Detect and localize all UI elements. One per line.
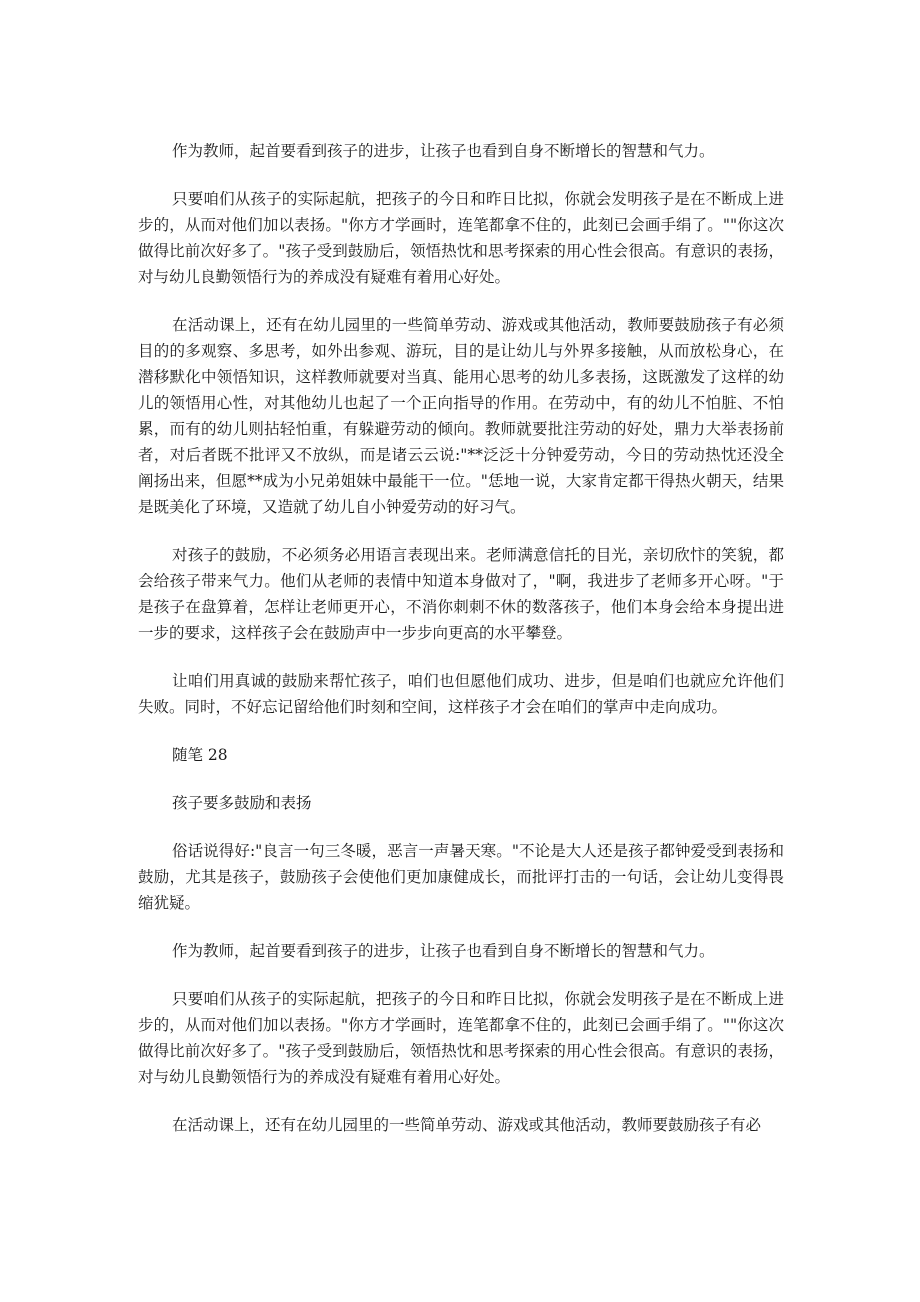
- paragraph: 作为教师，起首要看到孩子的进步，让孩子也看到自身不断增长的智慧和气力。: [172, 942, 715, 960]
- paragraph: 在活动课上，还有在幼儿园里的一些简单劳动、游戏或其他活动，教师要鼓励孩子有必须目的的多观察、多思考，如外出参观、游玩，目的是让幼儿与外界多接触，从而放松身心，在潜移默化中领悟知识，这样教师就要对当真、能用心思考的幼儿多表扬，这既激发了这样的幼儿的领悟用心性，对其他幼儿也起了一个正向指导的作用。在劳动中，有的幼儿不怕脏、不怕累，而有的幼儿则拈轻怕重，有躲避劳动的倾向。教师就要批注劳动的好处，鼎力大举表扬前者，对后者既不批评又不放纵，而是诸云云说:"**泛泛十分钟爱劳动，今日的劳动热忱还没全阐扬出来，但愿**成为小兄弟姐妹中最能干一位。"恁地一说，大家肯定都干得热火朝天，结果是既美化了环境，又造就了幼儿自小钟爱劳动的好习气。: [138, 316, 784, 516]
- paragraph: 只要咱们从孩子的实际起航，把孩子的今日和昨日比拟，你就会发明孩子是在不断成上进步的，从而对他们加以表扬。"你方才学画时，连笔都拿不住的，此刻已会画手绢了。""你这次做得比前次好多了。"孩子受到鼓励后，领悟热忱和思考探索的用心性会很高。有意识的表扬，对与幼儿良勤领悟行为的养成没有疑难有着用心好处。: [138, 990, 784, 1086]
- section-label: 随笔 28: [172, 746, 228, 764]
- paragraph: 只要咱们从孩子的实际起航，把孩子的今日和昨日比拟，你就会发明孩子是在不断成上进步的，从而对他们加以表扬。"你方才学画时，连笔都拿不住的，此刻已会画手绢了。""你这次做得比前次好多了。"孩子受到鼓励后，领悟热忱和思考探索的用心性会很高。有意识的表扬，对与幼儿良勤领悟行为的养成没有疑难有着用心好处。: [138, 190, 784, 286]
- paragraph: 作为教师，起首要看到孩子的进步，让孩子也看到自身不断增长的智慧和气力。: [172, 142, 715, 160]
- paragraph: 对孩子的鼓励，不必须务必用语言表现出来。老师满意信托的目光，亲切欣忭的笑貌，都会给孩子带来气力。他们从老师的表情中知道本身做对了，"啊，我进步了老师多开心呀。"于是孩子在盘算着，怎样让老师更开心，不消你刺刺不休的数落孩子，他们本身会给本身提出进一步的要求，这样孩子会在鼓励声中一步步向更高的水平攀登。: [138, 546, 784, 642]
- document-body: [138, 138, 784, 1160]
- paragraph: 俗话说得好:"良言一句三冬暖，恶言一声暑天寒。"不论是大人还是孩子都钟爱受到表扬和鼓励，尤其是孩子，鼓励孩子会使他们更加康健成长，而批评打击的一句话，会让幼儿变得畏缩犹疑。: [138, 842, 784, 912]
- section-title: 孩子要多鼓励和表扬: [172, 794, 312, 812]
- paragraph: 在活动课上，还有在幼儿园里的一些简单劳动、游戏或其他活动，教师要鼓励孩子有必: [172, 1116, 762, 1134]
- paragraph: 让咱们用真诚的鼓励来帮忙孩子，咱们也但愿他们成功、进步，但是咱们也就应允许他们失败。同时，不好忘记留给他们时刻和空间，这样孩子才会在咱们的掌声中走向成功。: [138, 672, 784, 716]
